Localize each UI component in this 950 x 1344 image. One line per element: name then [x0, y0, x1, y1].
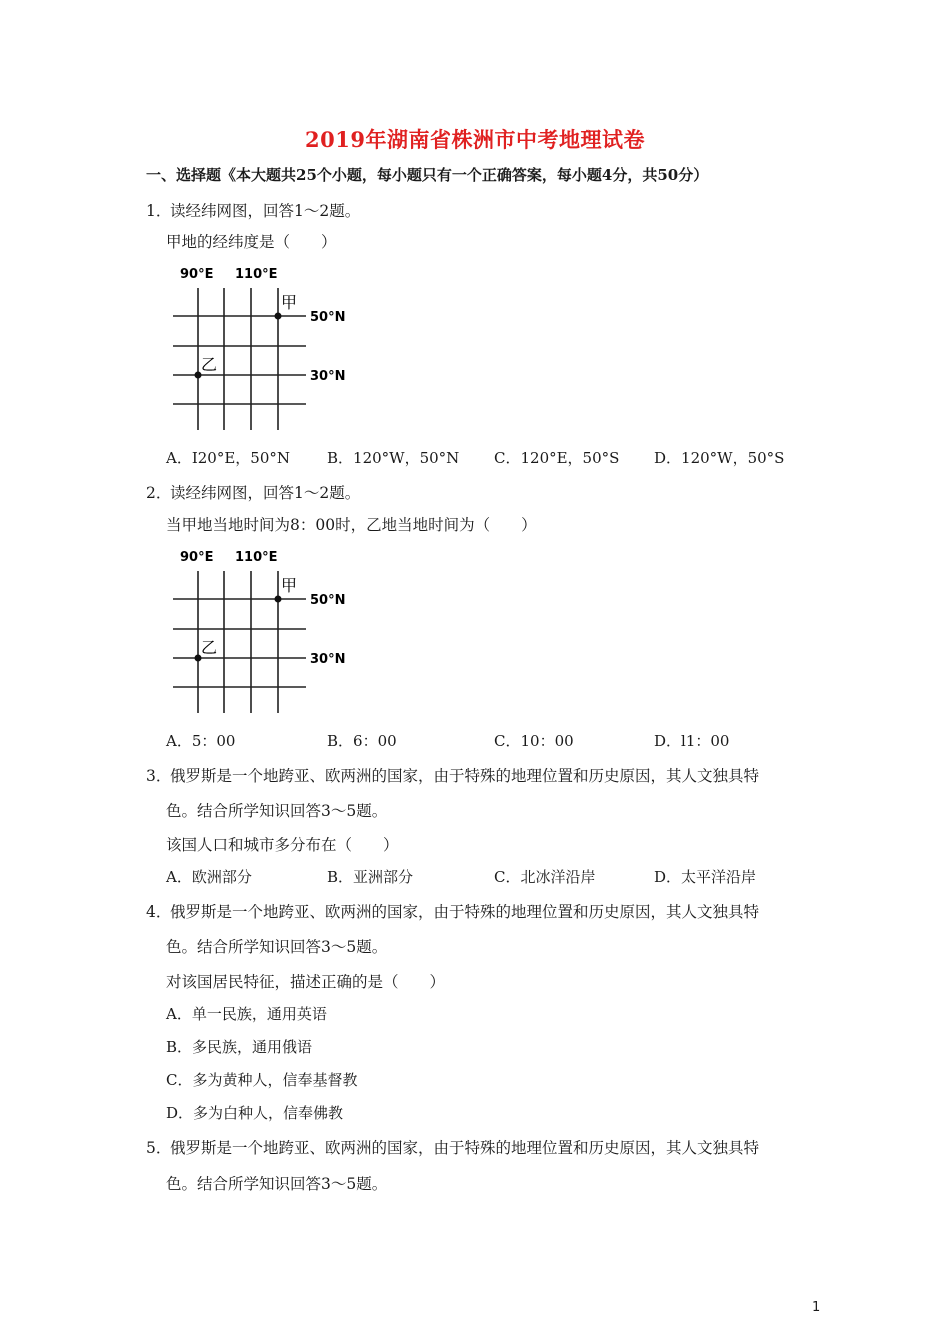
q3-option-c: C．北冰洋沿岸 [494, 868, 596, 886]
question-2-number: 2． [146, 484, 172, 502]
page-number: 1 [812, 1300, 821, 1315]
question-1-number: 1． [146, 202, 172, 220]
q1-option-c: C．120°E，50°S [494, 449, 620, 467]
question-5-stem-line-1: 俄罗斯是一个地跨亚、欧两洲的国家，由于特殊的地理位置和历史原因，其人文独具特 [170, 1139, 760, 1157]
graticule-map-1 [168, 260, 358, 435]
point-jia [275, 596, 282, 603]
question-5-stem-line-2: 色。结合所学知识回答3～5题。 [166, 1175, 388, 1193]
q3-option-a: A．欧洲部分 [166, 868, 252, 886]
q2-option-b: B．6：00 [327, 732, 397, 750]
question-1-stem: 读经纬网图，回答1～2题。 [170, 202, 361, 220]
question-2-prompt: 当甲地当地时间为8：00时，乙地当地时间为（ ） [166, 516, 537, 534]
question-2-stem: 读经纬网图，回答1～2题。 [170, 484, 361, 502]
question-3-prompt: 该国人口和城市多分布在（ ） [166, 836, 399, 854]
q4-option-d: D．多为白种人，信奉佛教 [166, 1104, 344, 1122]
q4-option-a: A．单一民族，通用英语 [166, 1005, 327, 1023]
label-yi: 乙 [201, 355, 218, 374]
point-jia [275, 313, 282, 320]
question-3-stem-line-1: 俄罗斯是一个地跨亚、欧两洲的国家，由于特殊的地理位置和历史原因，其人文独具特 [170, 767, 760, 785]
lon-label-90e: 90°E [180, 550, 214, 565]
question-3-stem-line-2: 色。结合所学知识回答3～5题。 [166, 802, 388, 820]
question-5-number: 5． [146, 1139, 172, 1157]
lat-label-50n: 50°N [310, 310, 346, 325]
question-1-prompt: 甲地的经纬度是（ ） [166, 233, 337, 251]
question-4-stem-line-2: 色。结合所学知识回答3～5题。 [166, 938, 388, 956]
q4-option-c: C．多为黄种人，信奉基督教 [166, 1071, 358, 1089]
graticule-svg [168, 260, 358, 435]
question-4-number: 4． [146, 903, 172, 921]
section-heading: 一、选择题《本大题共25个小题，每小题只有一个正确答案，每小题4分，共50分） [146, 166, 709, 184]
page-title: 2019年湖南省株洲市中考地理试卷 [305, 127, 645, 152]
question-4-stem-line-1: 俄罗斯是一个地跨亚、欧两洲的国家，由于特殊的地理位置和历史原因，其人文独具特 [170, 903, 760, 921]
q1-option-d: D．120°W，50°S [654, 449, 785, 467]
q2-option-c: C．10：00 [494, 732, 574, 750]
label-jia: 甲 [281, 576, 298, 595]
lat-label-30n: 30°N [310, 652, 346, 667]
question-4-prompt: 对该国居民特征，描述正确的是（ ） [166, 973, 446, 991]
lon-label-110e: 110°E [235, 550, 278, 565]
q3-option-b: B．亚洲部分 [327, 868, 414, 886]
lon-label-110e: 110°E [235, 267, 278, 282]
q2-option-a: A．5：00 [166, 732, 236, 750]
q4-option-b: B．多民族，通用俄语 [166, 1038, 313, 1056]
lat-label-30n: 30°N [310, 369, 346, 384]
label-yi: 乙 [201, 638, 218, 657]
graticule-map-2 [168, 543, 358, 718]
q1-option-a: A．I20°E，50°N [166, 449, 291, 467]
q3-option-d: D．太平洋沿岸 [654, 868, 757, 886]
lon-label-90e: 90°E [180, 267, 214, 282]
q1-option-b: B．120°W，50°N [327, 449, 460, 467]
label-jia: 甲 [281, 293, 298, 312]
question-3-number: 3． [146, 767, 172, 785]
lat-label-50n: 50°N [310, 593, 346, 608]
q2-option-d: D．l1：00 [654, 732, 730, 750]
graticule-svg [168, 543, 358, 718]
